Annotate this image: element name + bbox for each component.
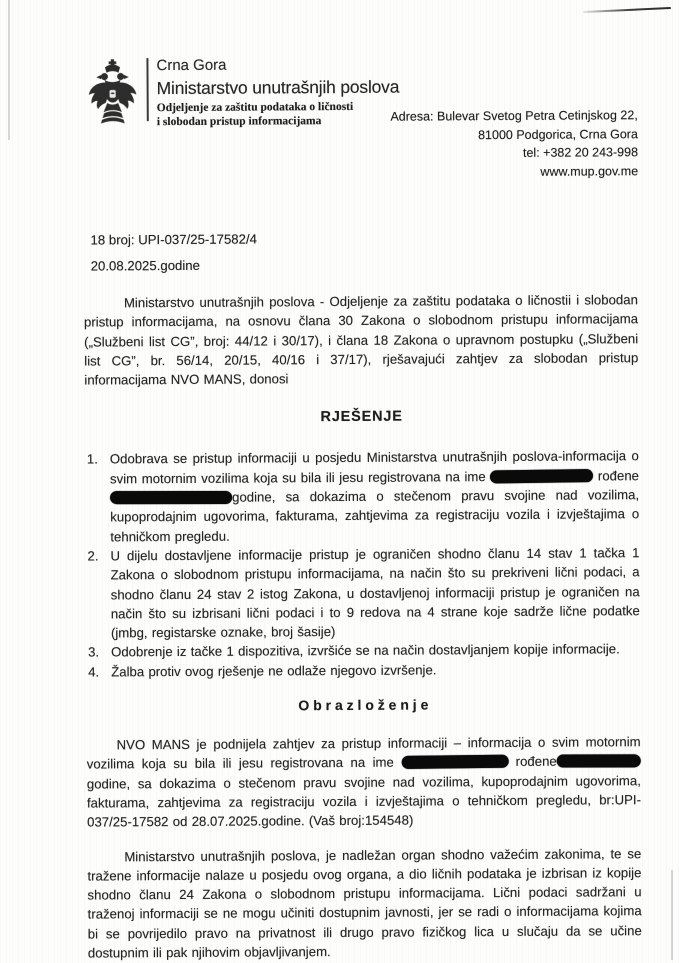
ministry-name: Ministarstvo unutrašnjih poslova (156, 76, 400, 99)
explanation-paragraph-2: Ministarstvo unutrašnjih poslova, je nadležan organ shodno važećim zakonima, te se tražene informacije nalaze u posjedu ovog organa, a dio ličnih podataka je izbrisan iz kopije shodno članu 24 Zakona o slobodnom pristupu informacijama. Lični podaci sadržani u traženoj informaciji se ne mogu učiniti dostupnim javnosti, jer se radi o informacijama kojima bi se povrijedilo pravo na privatnost ili drugo pravo fizičkog lica u slučaju da se učine dostupnim ili pak njihovim objavljivanjem. (87, 845, 642, 961)
reference-block (90, 227, 257, 280)
item-number: 3. (88, 644, 100, 660)
explanation-title: O b r a z l o ž e n j e (298, 696, 429, 714)
item-number: 1. (86, 451, 98, 468)
redaction-bar-date (557, 755, 641, 768)
item-number: 4. (88, 664, 100, 680)
item-text-segment: Odobrava se pristup informaciji u posjedu Ministarstva unutrašnjih poslova-informacija o svim motornim vozilima koja su bila ili jesu registrovana na ime (109, 448, 639, 487)
item-text: U dijelu dostavljene informacije pristup je ograničen shodno članu 14 stav 1 tačka 1 Zakona o slobodnom pristupu informacijama, na način što su prekriveni lični podaci, a shodno članu 24 stav 2 istog Zakona, u dostavljenoj informaciji pristup je ograničen na način što su izbrisani lični podaci i to 9 redova na 4 strane koje sadrže lične podatke (jmbg, registarske oznake, broj šasije) (110, 545, 640, 641)
item-text: Žalba protiv ovog rješenje ne odlaže njegovo izvršenje. (111, 662, 437, 680)
document-body (84, 290, 642, 963)
redaction-bar-name (490, 469, 593, 483)
decision-item-4 (86, 659, 640, 682)
letterhead-divider (146, 58, 148, 121)
item-text: Odobrenje iz tačke 1 dispozitiva, izvršiće se na način dostavljanjem kopije informacije. (111, 641, 620, 660)
department-line-2: i slobodan pristup informacijama (156, 114, 322, 128)
paragraph-text-segment: rođene (515, 754, 557, 770)
decision-item-1 (85, 447, 640, 547)
decision-item-2 (85, 543, 640, 643)
montenegro-coat-of-arms-icon (85, 54, 139, 134)
redaction-bar-name (401, 755, 508, 769)
intro-paragraph: Ministarstvo unutrašnjih poslova - Odjeljenje za zaštitu podataka o ličnostii i slobodan pristup informacijama, na osnovu člana 30 Zakona o slobodnom pristupu informacijama („Službeni list CG”, broj: 44/12 i 30/17), i člana 18 Zakona o upravnom postupku („Službeni list CG”, br. 56/14, 20/15, 40/16 i 37/17), rješavajući zahtjev za slobodan pristup informacijama NVO MANS, donosi (83, 292, 639, 388)
department-line-1: Odjeljenje za zaštitu podataka o ličnosti (156, 100, 354, 115)
letterhead (85, 50, 399, 135)
contact-block (390, 106, 638, 182)
explanation-paragraph-1 (87, 732, 642, 832)
phone-line: tel: +382 20 243-998 (522, 145, 639, 160)
website-line: www.mup.gov.me (540, 163, 639, 179)
country-name: Crna Gora (156, 56, 227, 75)
item-text-segment: rođene (597, 467, 640, 484)
paragraph-text-segment: godine, sa dokazima o stečenom pravu svojine nad vozilima, kupoprodajnim ugovorima, fakturama, zahtjevima za registraciju vozila i izvještajima o tehničkom pregledu, br:UPI-037/25-17582 od 28.07.2025.godine. (Vaš broj:154548) (86, 772, 642, 830)
paragraph-text-segment: NVO MANS je podnijela zahtjev za pristup informaciji – informacija o svim motornim vozilima koja su bila ili jesu registrovana na ime (86, 734, 641, 772)
reference-number: 18 broj: UPI-037/25-17582/4 (90, 231, 257, 248)
item-text (110, 447, 640, 547)
decision-title: RJEŠENJE (320, 409, 403, 426)
item-text-segment: godine, sa dokazima o stečenom pravu svojine nad vozilima, kupoprodajnim ugovorima, fakturama, zahtjevima za registraciju vozila i izvještajima o tehničkom pregledu. (110, 487, 640, 545)
item-number: 2. (87, 548, 99, 564)
address-line-1: Adresa: Bulevar Svetog Petra Cetinjskog 22, (390, 108, 638, 124)
decision-list (85, 447, 640, 682)
address-line-2: 81000 Podgorica, Crna Gora (478, 126, 638, 142)
redaction-bar-date (110, 491, 232, 504)
reference-date: 20.08.2025.godine (90, 257, 201, 274)
